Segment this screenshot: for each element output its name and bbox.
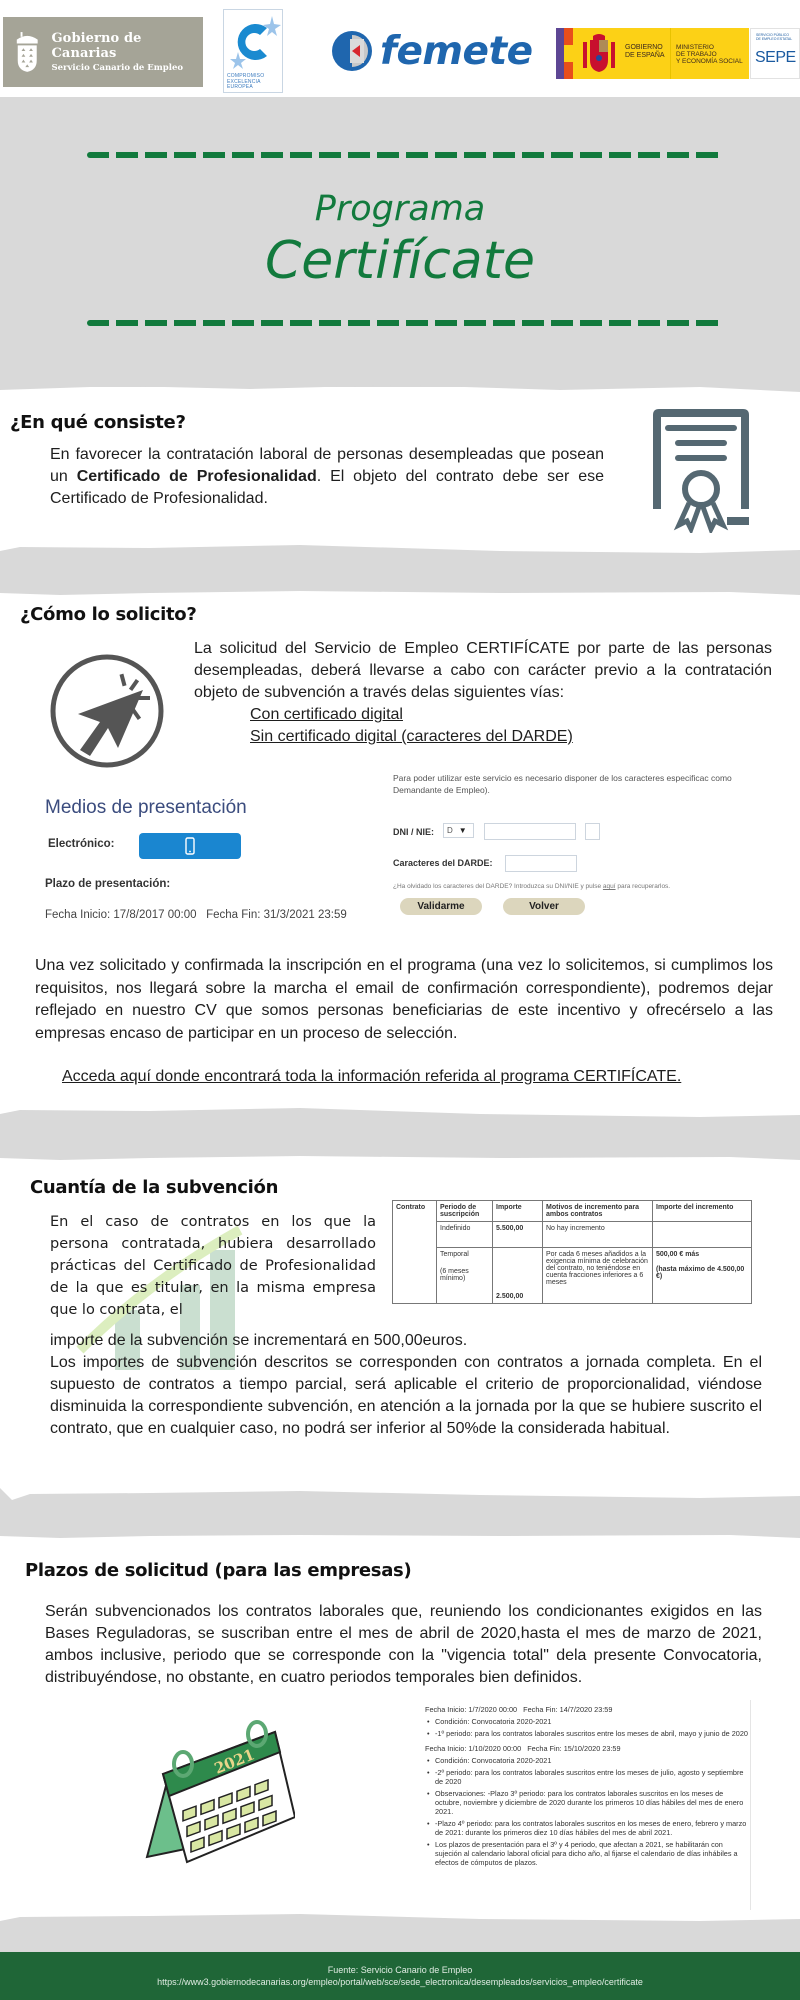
table-header-motivos: Motivos de incremento para ambos contratos	[543, 1201, 653, 1222]
dni-label: DNI / NIE:	[393, 827, 435, 837]
link-sin-certificado-digital-text[interactable]: Sin certificado digital (caracteres del DARDE)	[250, 728, 573, 745]
cell-importe: 2.500,00	[493, 1248, 543, 1304]
table-header-periodo: Periodo de suscripción	[437, 1201, 493, 1222]
list-item: • -1º periodo: para los contratos laborales suscritos entre los meses de abril, mayo y junio de 2020	[425, 1729, 750, 1738]
cell-incremento-main: 500,00 € más	[656, 1251, 700, 1258]
section1-text-before: En favorecer la contratación laboral de personas desempleadas que posean un	[50, 446, 604, 485]
gobierno-espana-line2: DE ESPAÑA	[625, 51, 665, 59]
compromiso-line2: EXCELENCIA	[227, 78, 261, 85]
footer-url[interactable]: https://www3.gobiernodecanarias.org/empleo/portal/web/sce/sede_electronica/desempleados/servicios_empleo/certificate	[157, 1977, 643, 1987]
validarme-button[interactable]: Validarme	[400, 898, 482, 915]
link-con-certificado-digital-text[interactable]: Con certificado digital	[250, 706, 403, 723]
chevron-down-icon: ▼	[458, 826, 467, 835]
forgot-after: para recuperarlos.	[615, 883, 671, 890]
list-item: • Los plazos de presentación para el 3º y 4 periodo, que afectan a 2021, se habilitarán con sujeción al calendario laboral oficial para dicho año, al fijarse el calendario de días inhábiles a efectos de cómputos de plazos.	[425, 1840, 750, 1867]
list-item: • Condición: Convocatoria 2020-2021	[425, 1717, 750, 1726]
cell-periodo	[437, 1248, 493, 1304]
plazos-periods	[425, 1705, 750, 1867]
compromiso-text	[227, 74, 264, 91]
femete-emblem-icon	[330, 29, 374, 73]
gobierno-canarias-title: Gobierno de Canarias	[51, 31, 142, 61]
section1-text-bold: Certificado de Profesionalidad	[76, 468, 317, 485]
darde-notice: Para poder utilizar este servicio es necesario disponer de los caracteres especificac como Demandante de Empleo).	[393, 773, 732, 795]
ministerio-line3: Y ECONOMÍA SOCIAL	[676, 58, 743, 65]
list-item: • -2º periodo: para los contratos laborales suscritos entre los meses de julio, agosto y septiembre de 2020	[425, 1768, 750, 1786]
section2-intro: La solicitud del Servicio de Empleo CERTIFÍCATE por parte de las personas desempleadas, deberá llevarse a cabo con carácter previo a la contratación objeto de subvención a través delas siguientes vías:	[194, 640, 772, 701]
table-header-row	[393, 1201, 752, 1222]
canarias-crest-icon	[13, 29, 41, 75]
plazos-box-border	[750, 1700, 751, 1910]
volver-button[interactable]: Volver	[503, 898, 585, 915]
darde-input[interactable]	[505, 855, 577, 872]
table-header-incremento: Importe del incremento	[653, 1201, 752, 1222]
cell-importe: 5.500,00	[493, 1222, 543, 1248]
brush-edge	[0, 380, 800, 400]
c-star-icon	[224, 12, 282, 72]
list-item: • -Plazo 4º periodo: para los contratos laborales suscritos en los meses de enero, febrero y marzo de 2021: durante los primeros diez 10 días hábiles del mes de abril 2021.	[425, 1819, 750, 1837]
gobierno-espana-logo[interactable]	[556, 28, 749, 79]
hero-title-certificate: Certifícate	[264, 231, 536, 291]
gobierno-canarias-logo[interactable]	[3, 17, 203, 87]
cell-periodo: Indefinido	[437, 1222, 493, 1248]
period-1-list	[425, 1717, 750, 1738]
cell-motivo: Por cada 6 meses añadidos a la exigencia mínima de celebración del contrato, no teniéndose en cuenta fracciones inferiores a 6 meses	[543, 1248, 653, 1304]
sepe-logo[interactable]	[750, 28, 800, 79]
table-row	[393, 1248, 752, 1304]
section3-text-col: En el caso de contratos en los que la persona contratada, hubiera desarrollado prácticas del Certificado de Profesionalidad de la que es titular, en la misma empresa que lo contrata, el	[50, 1214, 376, 1318]
recover-link[interactable]: aquí	[602, 883, 616, 890]
period-1-fechas: Fecha Inicio: 1/7/2020 00:00 Fecha Fin: 14/7/2020 23:59	[425, 1705, 613, 1714]
brush-divider-3	[0, 1480, 800, 1545]
section1-text-after: . El objeto del contrato debe ser ese Certificado de Profesionalidad.	[50, 468, 604, 507]
table-header-contrato: Contrato	[393, 1201, 437, 1304]
mobile-phone-icon	[185, 837, 195, 855]
gobierno-canarias-subtitle: Servicio Canario de Empleo	[51, 63, 184, 73]
gobierno-espana-text	[625, 44, 665, 59]
section4-text: Serán subvencionados los contratos laborales que, reuniendo los condicionantes exigidos en las Bases Reguladoras, se suscriban entre el mes de abril de 2020,hasta el mes de marzo de 2021, ambos inclusive, periodo que se corresponde con la "vigencia total" dela presente Convocatoria, distribuyéndose, no obstante, en cuatro periodos temporales bien definidos.	[45, 1603, 762, 1686]
femete-logo[interactable]	[330, 28, 533, 74]
compromiso-excelencia-logo[interactable]	[223, 9, 283, 93]
section3-text-2: Los importes de subvención descritos se corresponden con contratos a jornada completa. En el supuesto de contratos a tiempo parcial, será aplicable el criterio de proporcionalidad, viéndose disminuida la correspondiente subvención, en atención a la jornada por la que se hubiere suscrito el contrato, que en cualquier caso, no podrá ser inferior al 50%de la considerada habitual.	[50, 1354, 762, 1437]
section-heading-plazos: Plazos de solicitud (para las empresas)	[25, 1560, 412, 1581]
table-header-importe: Importe	[493, 1201, 543, 1222]
dashed-divider-top	[87, 152, 723, 158]
section3-text-continued: importe de la subvención se incrementará en 500,00euros.	[50, 1332, 468, 1349]
dni-letter-input[interactable]	[585, 823, 600, 840]
calendar-year-text: 2021	[211, 1745, 258, 1778]
dni-type-value: D	[447, 826, 453, 835]
link-con-certificado-digital[interactable]	[250, 704, 403, 726]
electronico-label: Electrónico:	[48, 838, 115, 850]
info-link-text[interactable]: Acceda aquí donde encontrará toda la información referida al programa CERTIFÍCATE.	[62, 1068, 682, 1085]
medios-title: Medios de presentación	[45, 797, 247, 818]
info-link[interactable]	[62, 1066, 681, 1088]
sepe-small-line1: SERVICIO PÚBLICO	[756, 33, 790, 37]
gobierno-espana-line1: GOBIERNO	[625, 44, 663, 51]
darde-label: Caracteres del DARDE:	[393, 858, 493, 868]
cursor-click-icon	[48, 652, 166, 770]
footer	[0, 1952, 800, 2000]
section2-followup: Una vez solicitado y confirmada la inscripción en el programa (una vez lo solicitemos, si cumplimos los requisitos, nos llegará sobre la marcha el email de confirmación correspondiente), podremos dejar reflejado en nuestro CV que somos personas beneficiarias de este incentivo y ofrecérselo a las empresas encaso de participar en un proceso de selección.	[35, 957, 773, 1042]
sepe-name: SEPE	[755, 49, 796, 66]
calendar-2021-icon	[125, 1712, 295, 1872]
cell-periodo-note: (6 meses mínimo)	[440, 1268, 469, 1282]
compromiso-line1: COMPROMISO	[227, 73, 265, 79]
cell-motivo: No hay incremento	[543, 1222, 653, 1248]
brush-divider-1	[0, 535, 800, 600]
subvencion-table	[392, 1200, 752, 1304]
ministerio-line1: MINISTERIO	[676, 44, 714, 51]
cell-incremento	[653, 1248, 752, 1304]
table-row	[393, 1222, 752, 1248]
medios-fechas: Fecha Inicio: 17/8/2017 00:00 Fecha Fin: 31/3/2021 23:59	[45, 909, 347, 921]
brush-divider-bottom	[0, 1905, 800, 1952]
certificate-icon	[645, 405, 757, 533]
list-item: • Condición: Convocatoria 2020-2021	[425, 1756, 750, 1765]
section-heading-cuantia: Cuantía de la subvención	[30, 1177, 279, 1198]
list-item: • Observaciones: -Plazo 3º periodo: para los contratos laborales suscritos en los meses de octubre, noviembre y diciembre de 2020 durante los primeros 10 días hábiles del mes de enero 2021.	[425, 1789, 750, 1816]
dni-number-input[interactable]	[484, 823, 576, 840]
cell-periodo-main: Temporal	[440, 1251, 469, 1258]
link-sin-certificado-digital[interactable]	[250, 726, 573, 748]
ministerio-line2: DE TRABAJO	[676, 51, 717, 58]
section1-paragraph	[50, 444, 604, 510]
period-2-fechas: Fecha Inicio: 1/10/2020 00:00 Fecha Fin: 15/10/2020 23:59	[425, 1744, 621, 1753]
spain-coat-of-arms-icon	[581, 34, 617, 74]
ministerio-text	[676, 44, 743, 65]
cell-incremento-note: (hasta máximo de 4.500,00 €)	[656, 1266, 745, 1280]
plazo-label: Plazo de presentación:	[45, 878, 171, 890]
section-heading-en-que-consiste: ¿En qué consiste?	[10, 412, 186, 433]
period-2-list	[425, 1756, 750, 1867]
electronico-button[interactable]	[139, 833, 241, 859]
dashed-divider-bottom	[87, 320, 723, 326]
cell-incremento	[653, 1222, 752, 1248]
footer-source: Fuente: Servicio Canario de Empleo	[327, 1965, 473, 1975]
forgot-before: ¿Ha olvidado los caracteres del DARDE? Introduzca su DNI/NIE y pulse	[393, 883, 603, 890]
femete-wordmark: femete	[380, 28, 533, 74]
compromiso-line3: EUROPEA	[227, 84, 253, 90]
dni-type-select[interactable]	[443, 823, 474, 838]
sepe-small-line2: DE EMPLEO ESTATAL	[756, 37, 793, 41]
darde-forgot-text	[393, 883, 670, 890]
brush-divider-2	[0, 1100, 800, 1165]
hero-banner	[0, 97, 800, 387]
section-heading-como-lo-solicito: ¿Cómo lo solicito?	[20, 604, 197, 625]
header-logos	[0, 0, 800, 97]
hero-title-programa: Programa	[314, 189, 486, 229]
